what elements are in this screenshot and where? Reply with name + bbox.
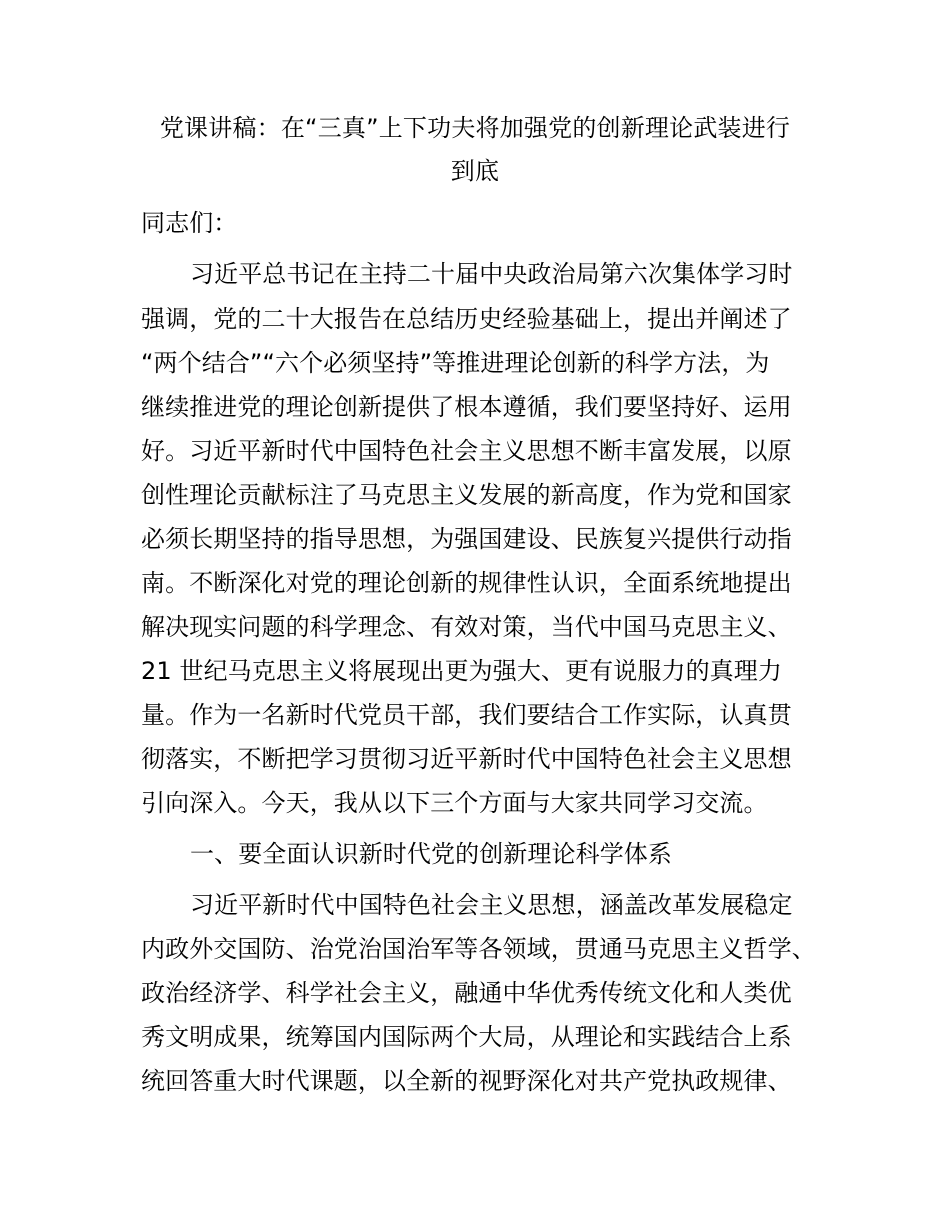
paragraph-line: 必须长期坚持的指导思想，为强国建设、民族复兴提供行动指 [141,525,792,553]
paragraph-line: 创性理论贡献标注了马克思主义发展的新高度，作为党和国家 [141,481,792,509]
paragraph-line: 解决现实问题的科学理念、有效对策，当代中国马克思主义、 [141,613,792,641]
paragraph-line: 21 世纪马克思主义将展现出更为强大、更有说服力的真理力 [141,657,782,685]
paragraph-line: “两个结合”“六个必须坚持”等推进理论创新的科学方法，为 [141,349,770,377]
title-line-2: 到底 [450,157,500,185]
paragraph-line: 强调，党的二十大报告在总结历史经验基础上，提出并阐述了 [141,305,792,333]
paragraph-line: 好。习近平新时代中国特色社会主义思想不断丰富发展，以原 [141,437,792,465]
paragraph-line: 秀文明成果，统筹国内国际两个大局，从理论和实践结合上系 [141,1023,792,1051]
paragraph-line: 彻落实，不断把学习贯彻习近平新时代中国特色社会主义思想 [141,745,792,773]
paragraph-line: 继续推进党的理论创新提供了根本遵循，我们要坚持好、运用 [141,393,792,421]
paragraph-line: 内政外交国防、治党治国治军等各领域，贯通马克思主义哲学、 [141,935,816,963]
paragraph-line: 政治经济学、科学社会主义，融通中华优秀传统文化和人类优 [141,979,792,1007]
paragraph-line: 习近平总书记在主持二十届中央政治局第六次集体学习时 [190,260,793,288]
section-heading-1: 一、要全面认识新时代党的创新理论科学体系 [190,840,672,868]
document-title [140,107,810,193]
paragraph-line: 南。不断深化对党的理论创新的规律性认识，全面系统地提出 [141,569,792,597]
paragraph-line: 引向深入。今天，我从以下三个方面与大家共同学习交流。 [141,789,768,817]
salutation: 同志们： [141,209,238,237]
paragraph-line: 量。作为一名新时代党员干部，我们要结合工作实际，认真贯 [141,701,792,729]
title-line-1: 党课讲稿：在“三真”上下功夫将加强党的创新理论武装进行 [159,114,791,142]
paragraph-line: 习近平新时代中国特色社会主义思想，涵盖改革发展稳定 [190,891,793,919]
paragraph-line: 统回答重大时代课题，以全新的视野深化对共产党执政规律、 [141,1067,792,1095]
